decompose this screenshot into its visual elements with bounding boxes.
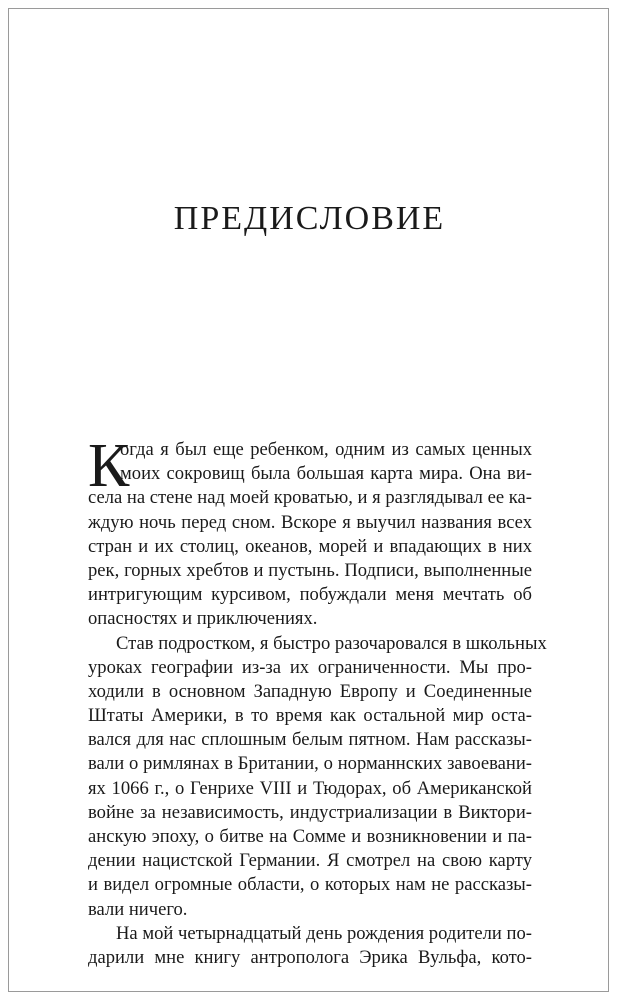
drop-cap: К [88,432,130,500]
text-line: вали ничего. [88,898,188,920]
text-line: и видел огромные области, о которых нам не рассказы- [88,874,532,896]
text-line: огда я был еще ребенком, одним из самых ценных [120,439,532,460]
text-line: села на стене над моей кроватью, и я разглядывал ее ка- [88,487,532,509]
text-line: моих сокровищ была большая карта мира. Она ви- [120,463,532,485]
text-line: стран и их столиц, океанов, морей и впадающих в них [88,535,532,557]
text-line: вали о римлянах в Британии, о норманнских завоевани- [88,753,532,775]
text-line: рек, горных хребтов и пустынь. Подписи, выполненные [88,559,532,581]
text-line: дарили мне книгу антрополога Эрика Вульфа, кото- [88,946,532,968]
text-line: опасностях и приключениях. [88,608,318,630]
text-line: На мой четырнадцатый день рождения родители по- [116,922,532,944]
text-line: дении нацистской Германии. Я смотрел на свою карту [88,850,532,872]
body-text [88,432,547,970]
text-line: уроках географии из-за их ограниченности. Мы про- [88,656,532,678]
text-line: ждую ночь перед сном. Вскоре я выучил названия всех [88,511,532,533]
text-line: вался для нас сплошным белым пятном. Нам рассказы- [88,729,532,751]
text-line: ях 1066 г., о Генрихе VIII и Тюдорах, об Американской [88,777,532,799]
text-line: ходили в основном Западную Европу и Соединенные [88,680,532,702]
chapter-title: ПРЕДИСЛОВИЕ [173,200,446,237]
text-line: интригующим курсивом, побуждали меня мечтать об [88,584,532,606]
text-line: анскую эпоху, о битве на Сомме и возникновении и па- [88,826,532,847]
text-line: войне за независимость, индустриализации в Виктори- [88,801,532,823]
text-line: Став подростком, я быстро разочаровался в школьных [116,632,547,654]
text-line: Штаты Америки, в то время как остальной мир оста- [88,705,532,727]
